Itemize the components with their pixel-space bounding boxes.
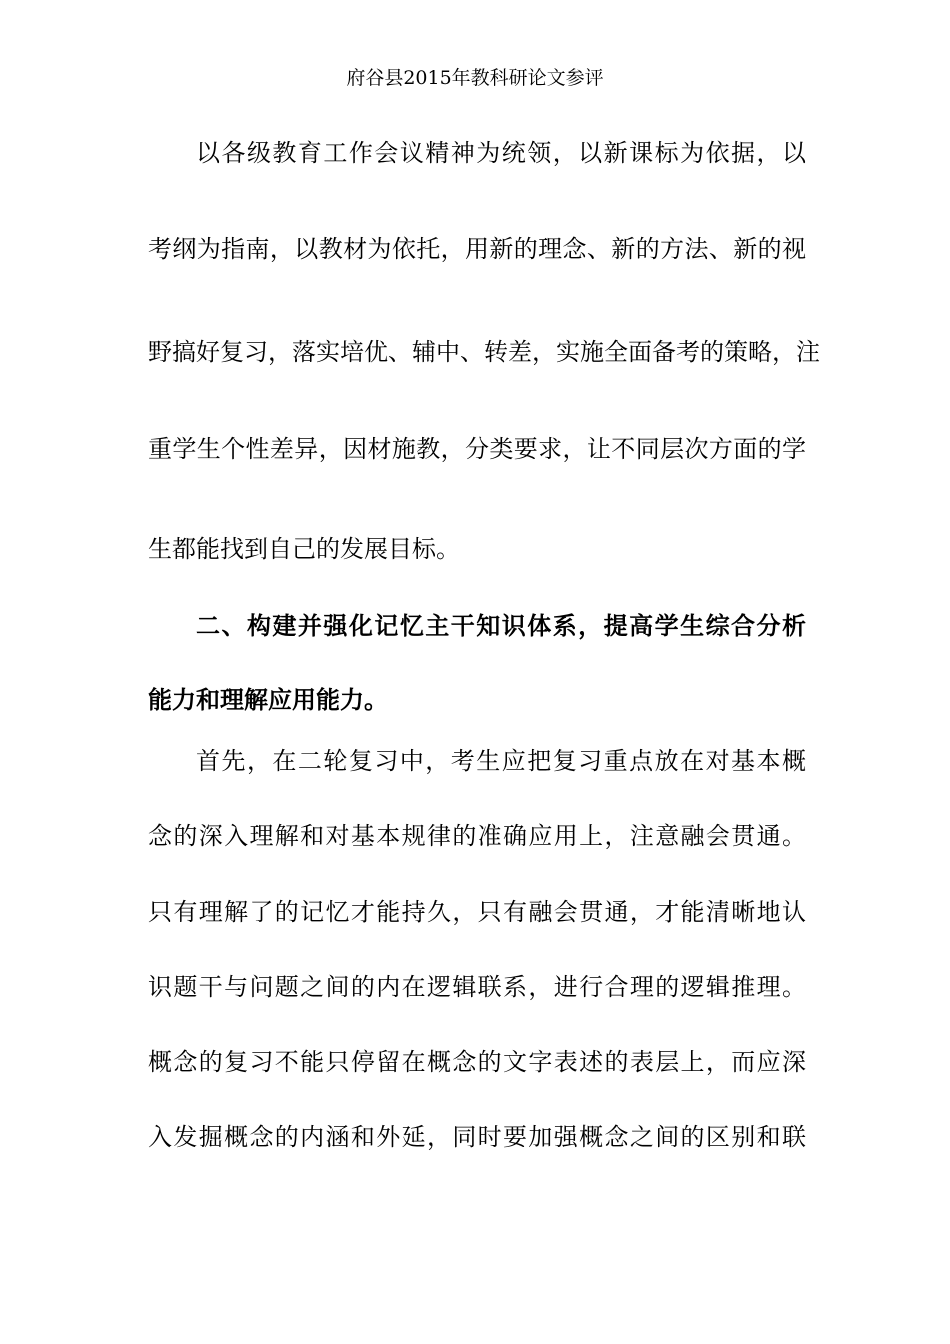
section-heading: 二、构建并强化记忆主干知识体系，提高学生综合分析 — [196, 612, 806, 640]
paragraph-line: 重学生个性差异，因材施教，分类要求，让不同层次方面的学 — [148, 435, 806, 463]
section-heading: 能力和理解应用能力。 — [148, 686, 388, 714]
paragraph-line: 首先，在二轮复习中，考生应把复习重点放在对基本概 — [196, 747, 806, 775]
paragraph-line: 概念的复习不能只停留在概念的文字表述的表层上，而应深 — [148, 1048, 806, 1076]
page-header: 府谷县2015年教科研论文参评 — [346, 67, 604, 89]
paragraph-line: 只有理解了的记忆才能持久，只有融会贯通，才能清晰地认 — [148, 898, 806, 926]
paragraph-line: 以各级教育工作会议精神为统领，以新课标为依据，以 — [196, 139, 806, 167]
paragraph-line: 念的深入理解和对基本规律的准确应用上，注意融会贯通。 — [148, 822, 806, 850]
paragraph-line: 生都能找到自己的发展目标。 — [148, 535, 460, 563]
paragraph-line: 考纲为指南，以教材为依托，用新的理念、新的方法、新的视 — [148, 235, 806, 263]
paragraph-line: 入发掘概念的内涵和外延，同时要加强概念之间的区别和联 — [148, 1123, 806, 1151]
paragraph-line: 野搞好复习，落实培优、辅中、转差，实施全面备考的策略，注 — [148, 338, 820, 366]
paragraph-line: 识题干与问题之间的内在逻辑联系，进行合理的逻辑推理。 — [148, 973, 806, 1001]
